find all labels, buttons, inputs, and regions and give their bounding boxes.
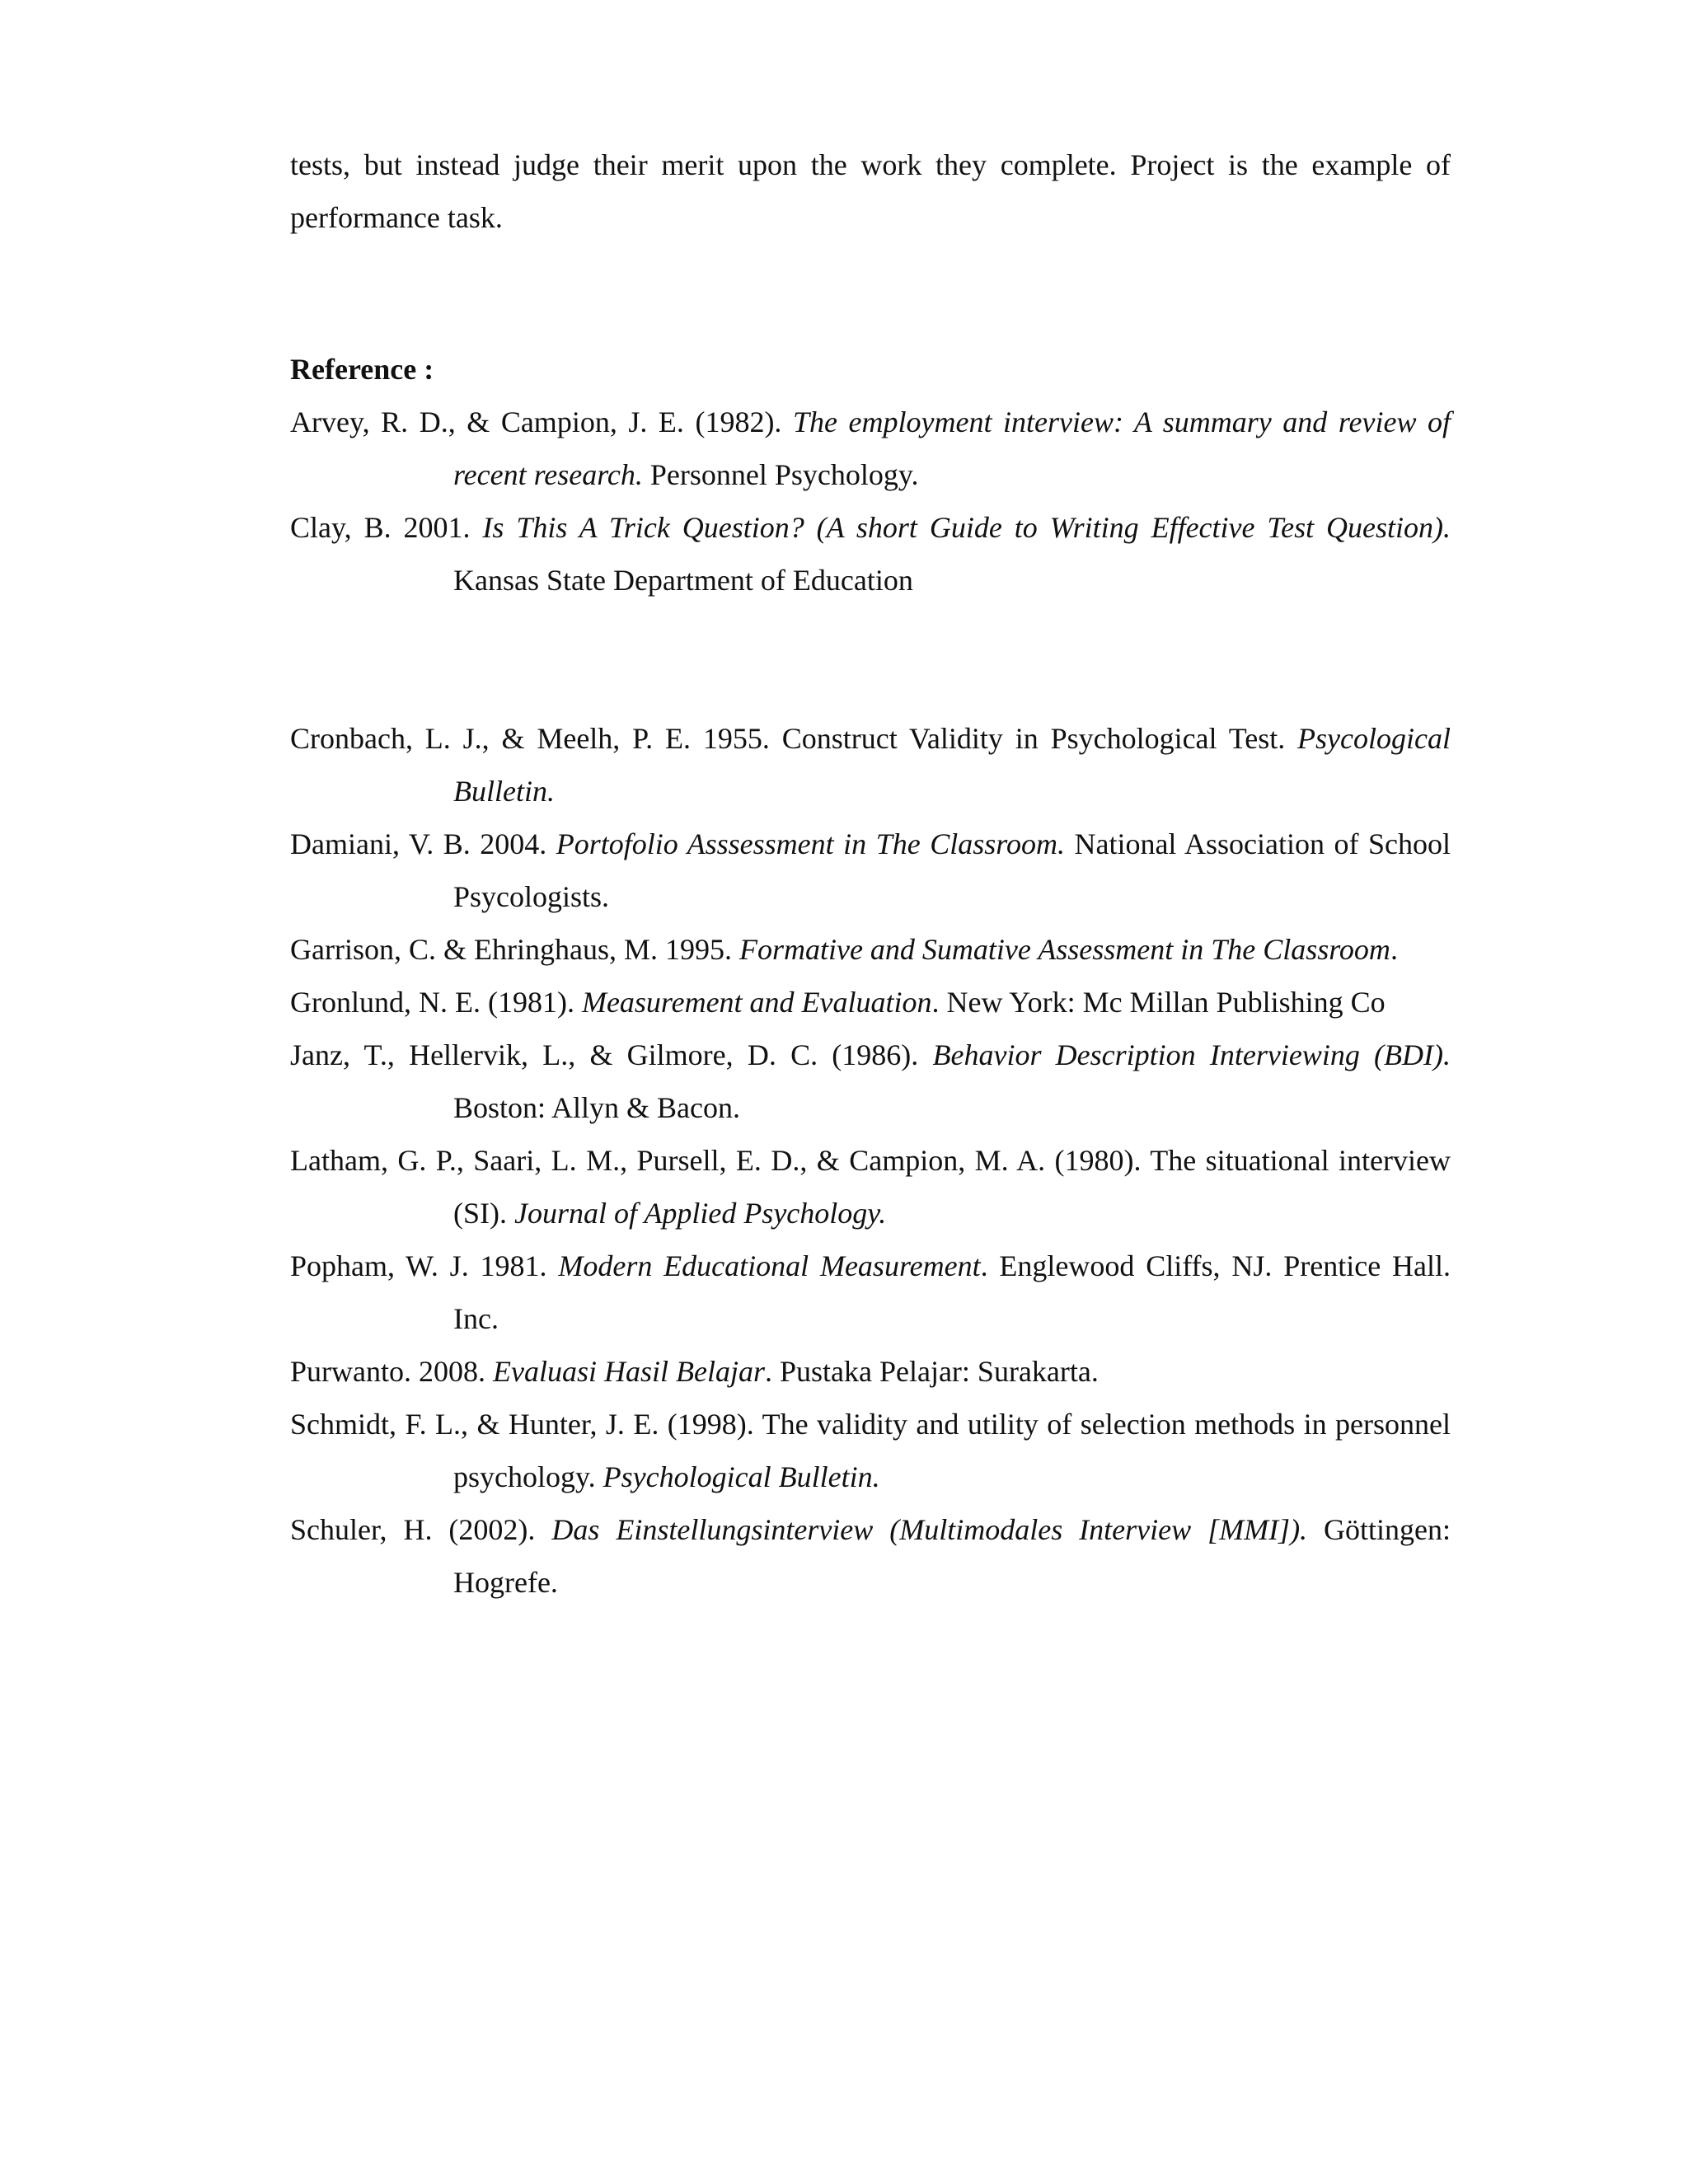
reference-title: Evaluasi Hasil Belajar	[493, 1355, 765, 1388]
reference-authors: Purwanto. 2008.	[290, 1355, 493, 1388]
reference-source: Göttingen: Hogrefe.	[453, 1513, 1451, 1599]
reference-authors: Arvey, R. D., & Campion, J. E. (1982).	[290, 405, 793, 438]
reference-authors: Latham, G. P., Saari, L. M., Pursell, E. D., & Campion, M. A. (1980). The situational interview (SI).	[290, 1144, 1451, 1230]
intro-paragraph: tests, but instead judge their merit upon the work they complete. Project is the example of performance task.	[290, 148, 1451, 234]
reference-authors: Schmidt, F. L., & Hunter, J. E. (1998). The validity and utility of selection methods in personnel psychology.	[290, 1408, 1451, 1493]
reference-title: Is This A Trick Question? (A short Guide to Writing Effective Test Question).	[482, 511, 1451, 544]
reference-title: Psycological Bulletin.	[453, 722, 1451, 808]
reference-authors: Popham, W. J. 1981.	[290, 1249, 559, 1282]
reference-entry	[290, 1240, 1451, 1345]
reference-heading: Reference :	[290, 353, 434, 386]
reference-authors: Garrison, C. & Ehringhaus, M. 1995.	[290, 933, 739, 966]
reference-authors: Cronbach, L. J., & Meelh, P. E. 1955. Construct Validity in Psychological Test.	[290, 722, 1298, 755]
reference-entry	[290, 1345, 1451, 1398]
spacer	[290, 607, 1451, 712]
reference-authors: Schuler, H. (2002).	[290, 1513, 552, 1546]
reference-entry	[290, 1029, 1451, 1134]
reference-title: Journal of Applied Psychology.	[514, 1197, 887, 1230]
reference-source: . Pustaka Pelajar: Surakarta.	[764, 1355, 1099, 1388]
reference-entry	[290, 501, 1451, 607]
reference-title: Formative and Sumative Assessment in The Classroom	[738, 933, 1390, 966]
reference-title: Measurement and Evaluation	[581, 986, 932, 1019]
reference-entry	[290, 1134, 1451, 1240]
reference-source: .	[1390, 933, 1398, 966]
reference-source: National Association of School Psycologists.	[453, 827, 1451, 913]
reference-authors: Clay, B. 2001.	[290, 511, 483, 544]
document-page	[290, 138, 1451, 1609]
reference-title: Psychological Bulletin.	[603, 1460, 880, 1493]
reference-authors: Gronlund, N. E. (1981).	[290, 986, 582, 1019]
reference-title: Behavior Description Interviewing (BDI).	[932, 1038, 1451, 1071]
reference-list-top	[290, 396, 1451, 607]
reference-authors: Damiani, V. B. 2004.	[290, 827, 556, 860]
reference-authors: Janz, T., Hellervik, L., & Gilmore, D. C. (1986).	[290, 1038, 933, 1071]
reference-title: Portofolio Asssessment in The Classroom.	[556, 827, 1065, 860]
reference-entry	[290, 1503, 1451, 1609]
reference-source: . Englewood Cliffs, NJ. Prentice Hall. Inc.	[453, 1249, 1451, 1335]
reference-entry	[290, 976, 1451, 1029]
reference-entry	[290, 396, 1451, 501]
reference-title: The employment interview: A summary and review of recent research.	[453, 405, 1451, 491]
reference-title: Das Einstellungsinterview (Multimodales Interview [MMI]).	[551, 1513, 1308, 1546]
reference-entry	[290, 1398, 1451, 1503]
reference-entry	[290, 923, 1451, 976]
reference-source: Boston: Allyn & Bacon.	[453, 1091, 741, 1124]
reference-list-bottom	[290, 712, 1451, 1609]
reference-entry	[290, 712, 1451, 818]
reference-entry	[290, 818, 1451, 923]
reference-source: Personnel Psychology.	[642, 458, 919, 491]
reference-title: Modern Educational Measurement	[558, 1249, 981, 1282]
reference-source: . New York: Mc Millan Publishing Co	[931, 986, 1386, 1019]
reference-source: Kansas State Department of Education	[453, 564, 913, 597]
